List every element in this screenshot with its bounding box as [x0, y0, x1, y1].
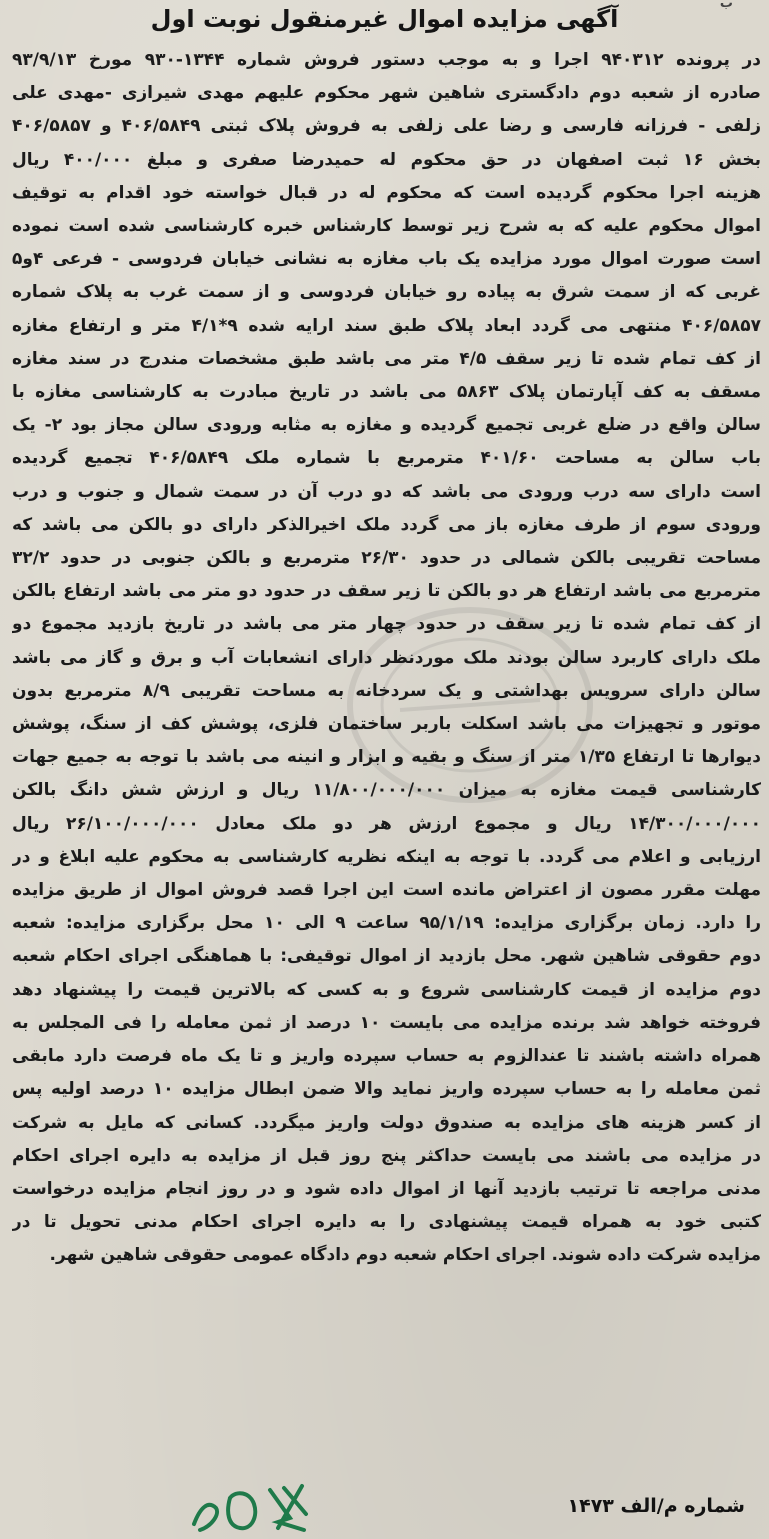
- body-line: ۱۴/۳۰۰/۰۰۰/۰۰۰ ریال و مجموع ارزش هر دو ملک معادل ۲۶/۱۰۰/۰۰۰/۰۰۰ ریال: [12, 813, 761, 834]
- body-line: از کسر هزینه های مزایده به صندوق دولت واریز میگردد. کسانی که مایل به شرکت: [12, 1112, 761, 1133]
- notice-body: [12, 44, 761, 1273]
- body-line: مترمربع می باشد ارتفاع هر دو بالکن تا زیر سقف در حدود دو متر می باشد ارتفاع بالکن: [12, 581, 761, 602]
- reference-number: شماره م/الف ۱۴۷۳: [567, 1495, 745, 1517]
- body-line: کارشناسی قیمت مغازه به میزان ۱۱/۸۰۰/۰۰۰/۰۰۰ ریال و ارزش شش دانگ بالکن: [12, 780, 761, 801]
- body-line: است دارای سه درب ورودی می باشد که دو درب آن در سمت شمال و جنوب و درب: [12, 481, 761, 502]
- body-line: در مزایده می باشند می بایست حداکثر پنج روز قبل از مزایده به دایره اجرای احکام: [12, 1145, 761, 1166]
- body-line: دوم حقوقی شاهین شهر. محل بازدید از اموال توقیفی: با هماهنگی اجرای احکام شعبه: [12, 946, 761, 967]
- body-line: هزینه اجرا محکوم گردیده است که محکوم له در قبال خواسته خود اقدام به توقیف: [12, 182, 761, 203]
- body-line: کتبی خود به همراه قیمت پیشنهادی را به دایره اجرای احکام مدنی تحویل تا در: [12, 1212, 761, 1233]
- body-line: ورودی سوم از طرف مغازه باز می گردد ملک اخیرالذکر دارای دو بالکن می باشد که: [12, 514, 761, 535]
- body-line: ارزیابی و اعلام می گردد. با توجه به اینکه نظریه کارشناسی به محکوم علیه ابلاغ و در: [12, 846, 761, 867]
- body-line: اموال محکوم علیه که به شرح زیر توسط کارشناس خبره کارشناسی شده است نموده: [12, 216, 761, 237]
- body-line: ۴۰۶/۵۸۵۷ منتهی می گردد ابعاد پلاک طبق سند ارایه شده ۹*۴/۱ متر و ارتفاع مغازه: [12, 315, 761, 336]
- body-line: بخش ۱۶ ثبت اصفهان در حق محکوم له حمیدرضا صفری و مبلغ ۴۰۰/۰۰۰ ریال: [12, 149, 761, 170]
- body-line: سالن واقع در ضلع غربی تجمیع گردیده و مغازه به مثابه ورودی سالن مجاز بود ۲- یک: [12, 415, 761, 436]
- notice-title: آگهی مزایده اموال غیرمنقول نوبت اول: [150, 5, 619, 33]
- body-line: ملک دارای کاربرد سالن بودند ملک موردنظر دارای انشعابات آب و برق و گاز می باشد: [12, 647, 761, 668]
- body-line: موتور و تجهیزات می باشد اسکلت باربر ساختمان فلزی، پوشش کف از سنگ، پوشش: [12, 714, 761, 735]
- body-line: زلفی - فرزانه فارسی و رضا علی زلفی به فروش پلاک ثبتی ۴۰۶/۵۸۴۹ و ۴۰۶/۵۸۵۷: [12, 116, 761, 137]
- body-line: سالن دارای سرویس بهداشتی و یک سردخانه به مساحت تقریبی ۸/۹ مترمربع بدون: [12, 680, 761, 701]
- body-line: دیوارها تا ارتفاع ۱/۳۵ متر از سنگ و بقیه و ابزار و انینه می باشد با توجه به جمیع جهات: [12, 747, 761, 768]
- body-line: مدنی مراجعه تا ترتیب بازدید آنها از اموال داده شود و در روز انجام مزایده درخواست: [12, 1178, 761, 1199]
- body-line: باب سالن به مساحت ۴۰۱/۶۰ مترمربع با شماره ملک ۴۰۶/۵۸۴۹ تجمیع گردیده: [12, 448, 761, 469]
- body-line: از کف تمام شده تا زیر سقف ۴/۵ متر می باشد طبق مشخصات مندرج در سند مغازه: [12, 348, 761, 369]
- body-line: را دارد. زمان برگزاری مزایده: ۹۵/۱/۱۹ ساعت ۹ الی ۱۰ محل برگزاری مزایده: شعبه: [12, 913, 761, 934]
- body-line: همراه داشته باشند تا عندالزوم به حساب سپرده واریز و تا یک ماه فرصت دارد مابقی: [12, 1046, 761, 1067]
- body-line: صادره از شعبه دوم دادگستری شاهین شهر محکوم علیهم مهدی شیرازی -مهدی علی: [12, 83, 761, 104]
- body-line: در پرونده ۹۴۰۳۱۲ اجرا و به موجب دستور فروش شماره ۱۳۴۴-۹۳۰ مورخ ۹۳/۹/۱۳: [12, 50, 761, 70]
- body-line: از کف تمام شده تا زیر سقف در حدود چهار متر می باشد در تاریخ بازدید مجموع دو: [12, 614, 761, 635]
- handwritten-note: [186, 1478, 336, 1538]
- cropped-header-fragment: ب: [719, 0, 733, 11]
- body-line: مساحت تقریبی بالکن شمالی در حدود ۲۶/۳۰ مترمربع و بالکن جنوبی در حدود ۳۲/۲: [12, 548, 761, 569]
- body-line: فروخته خواهد شد برنده مزایده می بایست ۱۰ درصد از ثمن معامله را فی المجلس به: [12, 1012, 761, 1033]
- body-line: مهلت مقرر مصون از اعتراض مانده است این اجرا قصد فروش اموال از طریق مزایده: [12, 880, 761, 901]
- body-line: غربی که از سمت شرق به پیاده رو خیابان فردوسی و از سمت غرب به پلاک شماره: [12, 282, 761, 303]
- body-line: دوم مزایده از قیمت کارشناسی شروع و به کسی که بالاترین قیمت را پیشنهاد دهد: [12, 979, 761, 1000]
- body-line: است صورت اموال مورد مزایده یک باب مغازه به نشانی خیابان فردوسی - فرعی ۴و۵: [12, 249, 761, 270]
- body-line: مزایده شرکت داده شوند. اجرای احکام شعبه دوم دادگاه عمومی حقوقی شاهین شهر.: [49, 1245, 761, 1266]
- body-line: ثمن معامله را به حساب سپرده واریز نماید والا ضمن ابطال مزایده ۱۰ درصد اولیه پس: [12, 1079, 761, 1100]
- body-line: مسقف به کف آپارتمان پلاک ۵۸۶۳ می باشد در تاریخ مبادرت به کارشناسی مغازه با: [12, 382, 761, 403]
